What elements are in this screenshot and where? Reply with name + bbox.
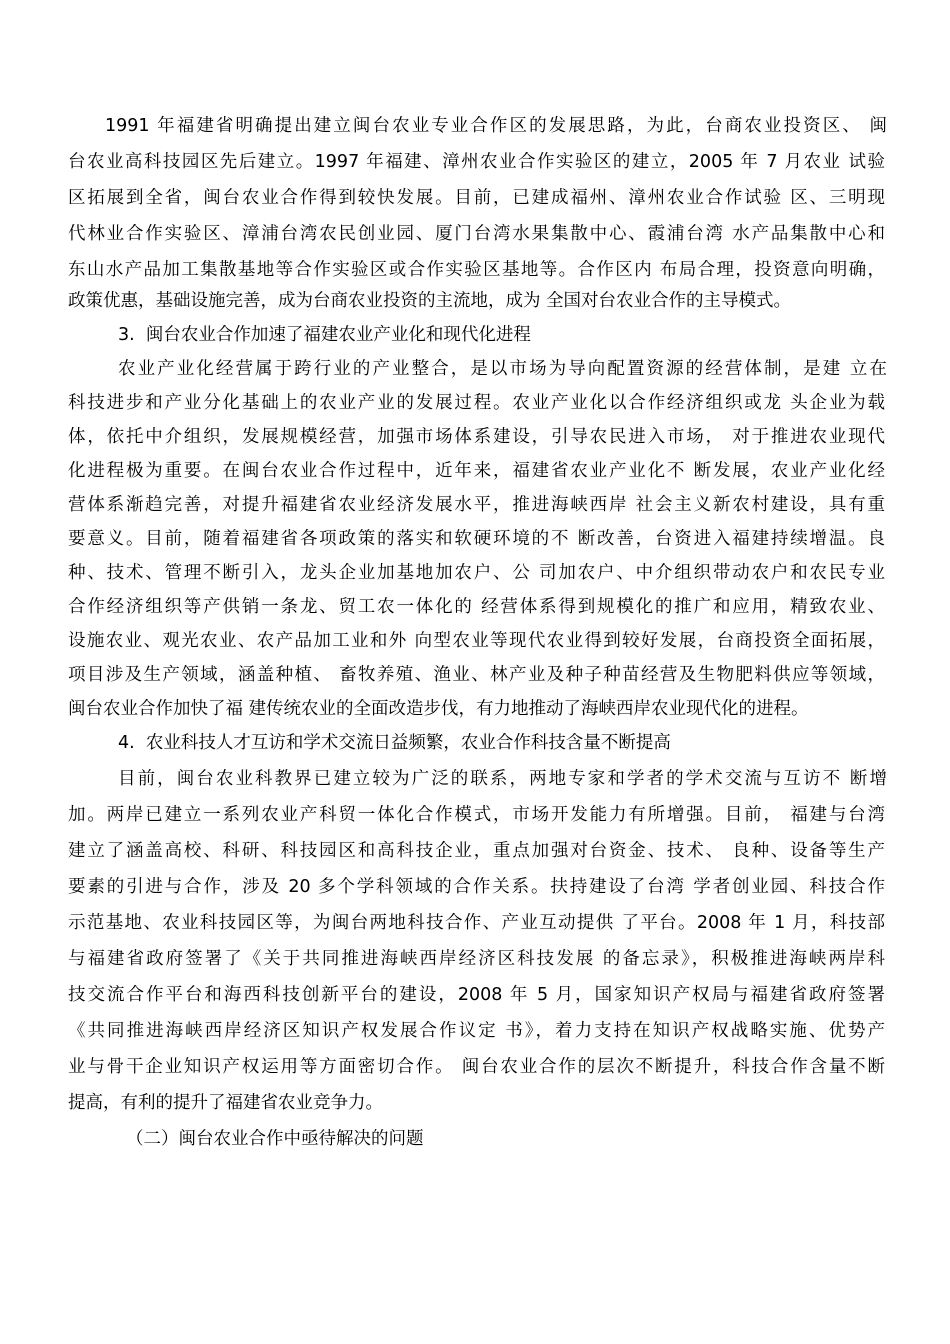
paragraph-2-line-1: 农业产业化经营属于跨行业的产业整合，是以市场为导向配置资源的经营体制，是建 立在	[118, 359, 887, 379]
paragraph-3-line-1: 目前，闽台农业科教界已建立较为广泛的联系，两地专家和学者的学术交流与互访不 断增	[118, 769, 887, 789]
paragraph-1-line-3: 区拓展到全省，闽台农业合作得到较快发展。目前，已建成福州、漳州农业合作试验 区、三明现	[68, 188, 885, 208]
paragraph-2-line-7: 种、技术、管理不断引入，龙头企业加基地加农户、公 司加农户、中介组织带动农户和农民专业	[68, 563, 885, 583]
paragraph-3-line-8: 《共同推进海峡西岸经济区知识产权发展合作议定 书》，着力支持在知识产权战略实施、优势产	[68, 1021, 885, 1041]
paragraph-3-line-4: 要素的引进与合作，涉及 20 多个学科领域的合作关系。扶持建设了台湾 学者创业园、科技合作	[68, 877, 885, 897]
paragraph-2-line-9: 设施农业、观光农业、农产品加工业和外 向型农业等现代农业得到较好发展，台商投资全面拓展，	[68, 631, 885, 651]
paragraph-2-line-11: 闽台农业合作加快了福 建传统农业的全面改造步伐，有力地推动了海峡西岸农业现代化的进程。	[68, 699, 809, 719]
paragraph-3-line-6: 与福建省政府签署了《关于共同推进海峡西岸经济区科技发展 的备忘录》，积极推进海峡两岸科	[68, 949, 885, 969]
paragraph-2-line-4: 化进程极为重要。在闽台农业合作过程中，近年来，福建省农业产业化不 断发展，农业产业化经	[68, 461, 885, 481]
section-3-heading: 3. 闽台农业合作加速了福建农业产业化和现代化进程	[118, 325, 531, 345]
paragraph-2-line-8: 合作经济组织等产供销一条龙、贸工农一体化的 经营体系得到规模化的推广和应用，精致农业、	[68, 597, 885, 617]
paragraph-1-line-1: 1991 年福建省明确提出建立闽台农业专业合作区的发展思路，为此，台商农业投资区、 闽	[105, 116, 887, 136]
subsection-2-heading: （二）闽台农业合作中亟待解决的问题	[126, 1129, 424, 1149]
paragraph-3-line-9: 业与骨干企业知识产权运用等方面密切合作。 闽台农业合作的层次不断提升，科技合作含量不断	[68, 1057, 885, 1077]
paragraph-1-line-2: 台农业高科技园区先后建立。1997 年福建、漳州农业合作实验区的建立，2005 年 7 月农业 试验	[68, 152, 885, 172]
paragraph-1-line-4: 代林业合作实验区、漳浦台湾农民创业园、厦门台湾水果集散中心、霞浦台湾 水产品集散中心和	[68, 224, 885, 244]
paragraph-2-line-6: 要意义。目前，随着福建省各项政策的落实和软硬环境的不 断改善，台资进入福建持续增温。良	[68, 529, 885, 549]
paragraph-2-line-3: 体，依托中介组织，发展规模经营，加强市场体系建设，引导农民进入市场， 对于推进农业现代	[68, 427, 885, 447]
paragraph-3-line-10: 提高，有利的提升了福建省农业竞争力。	[68, 1093, 383, 1113]
paragraph-1-line-5: 东山水产品加工集散基地等合作实验区或合作实验区基地等。合作区内 布局合理，投资意向明确，	[68, 260, 885, 280]
paragraph-3-line-5: 示范基地、农业科技园区等，为闽台两地科技合作、产业互动提供 了平台。2008 年 1 月，科技部	[68, 913, 885, 933]
section-4-heading: 4. 农业科技人才互访和学术交流日益频繁，农业合作科技含量不断提高	[118, 733, 671, 753]
paragraph-2-line-10: 项目涉及生产领域，涵盖种植、 畜牧养殖、渔业、林产业及种子种苗经营及生物肥料供应等领域，	[68, 665, 885, 685]
paragraph-2-line-5: 营体系渐趋完善，对提升福建省农业经济发展水平，推进海峡西岸 社会主义新农村建设，具有重	[68, 495, 885, 515]
paragraph-1-line-6: 政策优惠，基础设施完善，成为台商农业投资的主流地，成为 全国对台农业合作的主导模式。	[68, 291, 792, 311]
paragraph-3-line-3: 建立了涵盖高校、科研、科技园区和高科技企业，重点加强对台资金、技术、 良种、设备等生产	[68, 841, 885, 861]
paragraph-3-line-7: 技交流合作平台和海西科技创新平台的建设，2008 年 5 月，国家知识产权局与福建省政府签署	[68, 985, 885, 1005]
paragraph-2-line-2: 科技进步和产业分化基础上的农业产业的发展过程。农业产业化以合作经济组织或龙 头企业为载	[68, 393, 885, 413]
paragraph-3-line-2: 加。两岸已建立一系列农业产科贸一体化合作模式，市场开发能力有所增强。目前， 福建与台湾	[68, 805, 885, 825]
